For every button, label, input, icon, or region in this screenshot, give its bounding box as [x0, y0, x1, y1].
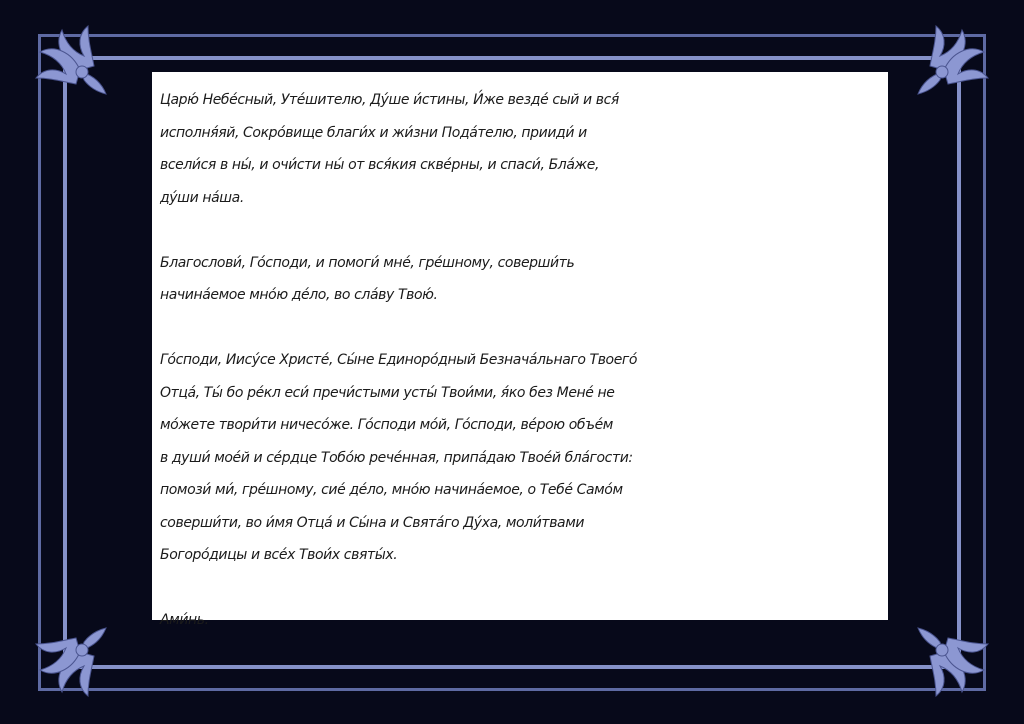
- prayer-paragraph-2: [160, 247, 880, 312]
- prayer-line: Ами́нь.: [160, 612, 209, 628]
- prayer-line: Го́споди, Иису́се Христе́, Сы́не Единоро́дный Безнача́льнаго Твоего́: [160, 352, 638, 368]
- prayer-paragraph-1: [160, 84, 880, 214]
- leaf-ornament-icon: [896, 604, 992, 700]
- leaf-ornament-icon: [32, 22, 128, 118]
- prayer-line: помози́ ми́, гре́шному, сие́ де́ло, мно́ю начина́емое, о Тебе́ Само́м: [160, 482, 623, 498]
- corner-ornament-bottom-left: [32, 604, 128, 700]
- prayer-line: Отца́, Ты́ бо ре́кл еси́ пречи́стыми усты́ Твои́ми, я́ко без Мене́ не: [160, 384, 615, 401]
- prayer-line: всели́ся в ны́, и очи́сти ны́ от вся́кия скве́рны, и спаси́, Бла́же,: [160, 157, 599, 173]
- prayer-line: мо́жете твори́ти ничесо́же. Го́споди мо́й, Го́споди, ве́рою объе́м: [160, 417, 613, 433]
- prayer-line: в души́ мое́й и се́рдце Тобо́ю рече́нная, припа́даю Твое́й бла́гости:: [160, 449, 633, 466]
- prayer-line: Царю́ Небе́сный, Уте́шителю, Ду́ше и́стины, И́же везде́ сый и вся́: [160, 92, 619, 108]
- corner-ornament-top-right: [896, 22, 992, 118]
- prayer-paragraph-3: [160, 344, 880, 572]
- leaf-ornament-icon: [32, 604, 128, 700]
- prayer-line: Благослови́, Го́споди, и помоги́ мне́, гре́шному, соверши́ть: [160, 254, 575, 271]
- prayer-line: соверши́ти, во и́мя Отца́ и Сы́на и Свята́го Ду́ха, моли́твами: [160, 514, 585, 531]
- prayer-line: Богоро́дицы и все́х Твои́х святы́х.: [160, 547, 398, 563]
- prayer-line: ду́ши на́ша.: [160, 189, 244, 206]
- corner-ornament-bottom-right: [896, 604, 992, 700]
- leaf-ornament-icon: [896, 22, 992, 118]
- corner-ornament-top-left: [32, 22, 128, 118]
- prayer-line: исполня́яй, Сокро́вище благи́х и жи́зни Пода́телю, прииди́ и: [160, 124, 587, 141]
- prayer-paragraph-4: [160, 604, 880, 637]
- prayer-line: начина́емое мно́ю де́ло, во сла́ву Твою́.: [160, 287, 438, 303]
- prayer-text-panel: [152, 72, 888, 628]
